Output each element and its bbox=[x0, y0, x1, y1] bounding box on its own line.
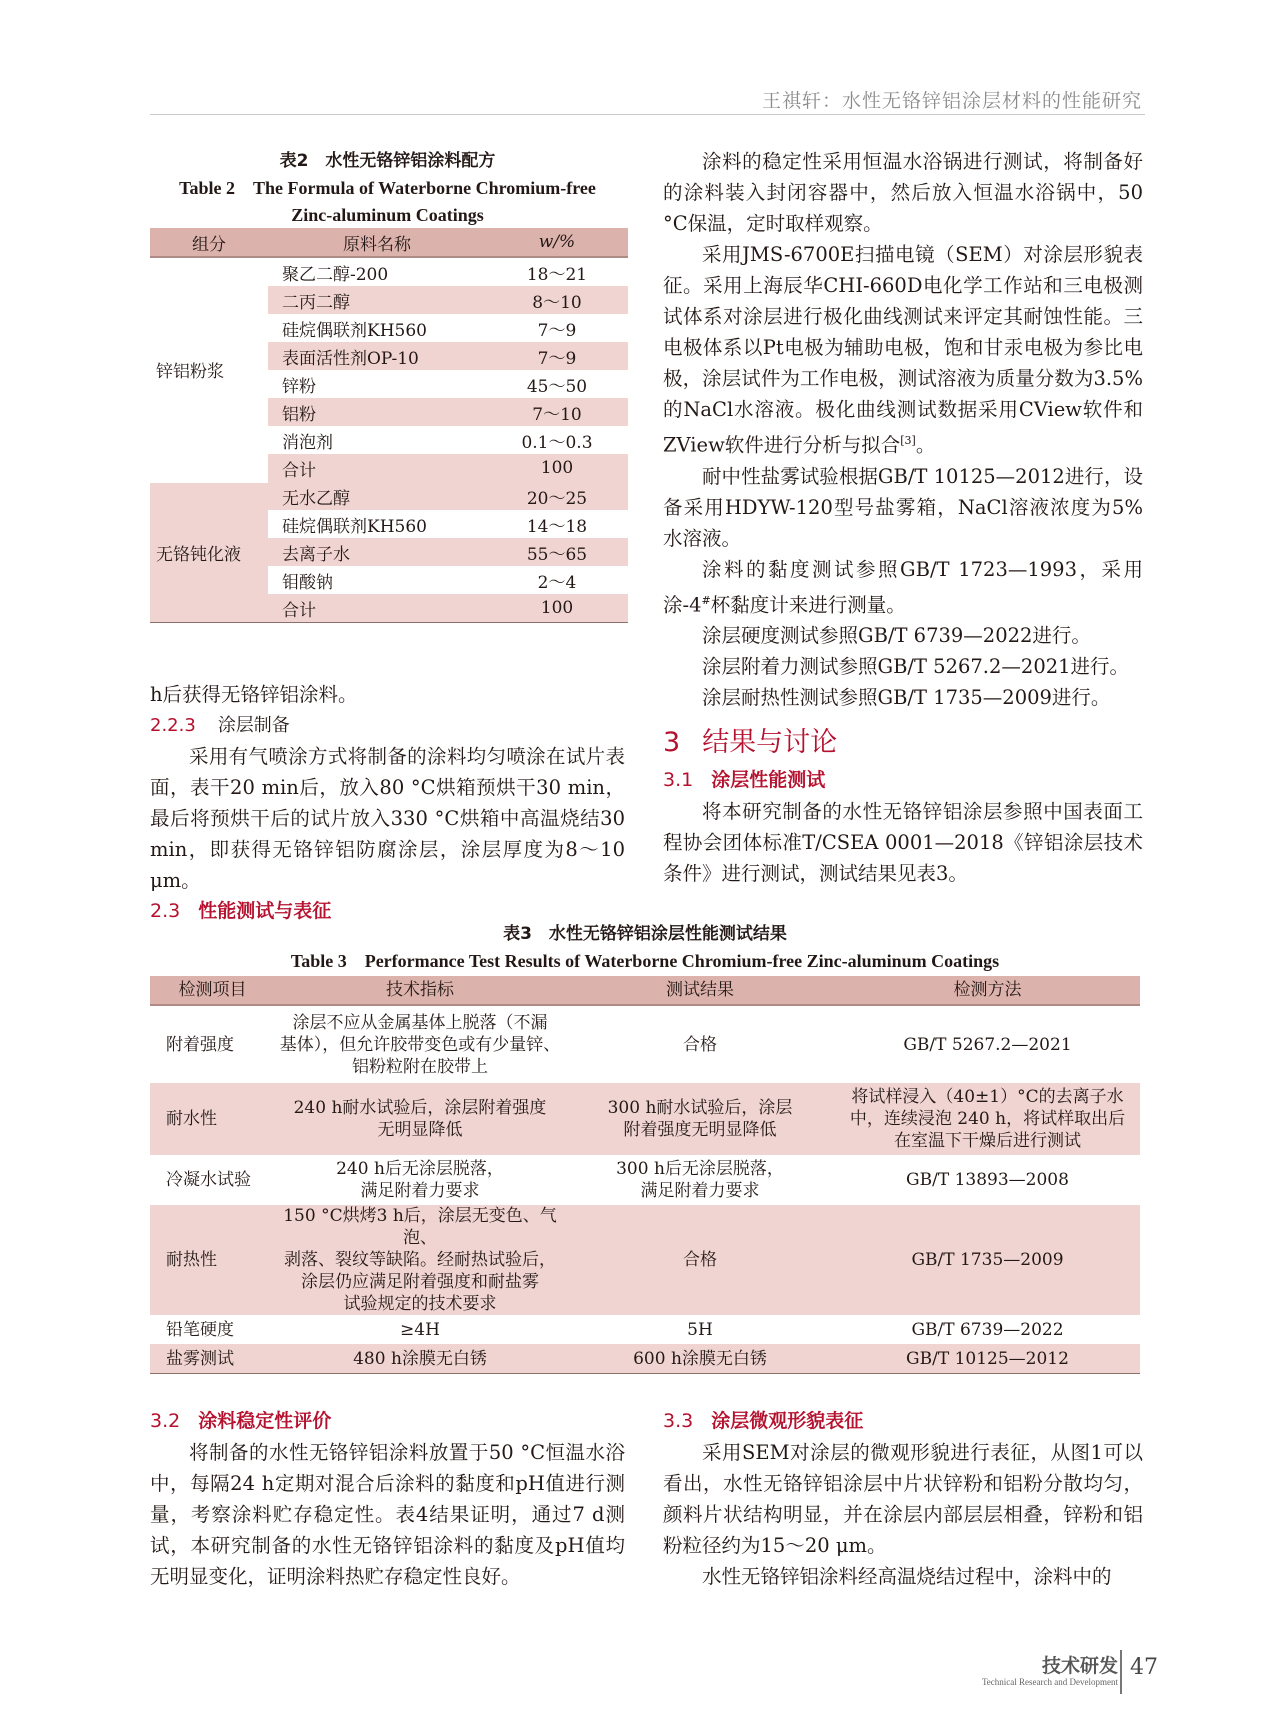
table2-item-cell: 表面活性剂OP-10 bbox=[268, 342, 486, 370]
section-title: 涂层性能测试 bbox=[711, 769, 826, 791]
section-number: 3 bbox=[663, 727, 681, 758]
section-3-2-heading bbox=[150, 1406, 625, 1437]
cell-line: 480 h涂膜无白锈 bbox=[353, 1348, 487, 1369]
table3-result-cell bbox=[565, 1344, 835, 1374]
section-title: 涂层微观形貌表征 bbox=[711, 1410, 864, 1432]
table3-header-cell: 测试结果 bbox=[666, 980, 734, 1000]
cell-line: 300 h后无涂层脱落， bbox=[616, 1159, 784, 1179]
table2-header-cell: w/% bbox=[538, 232, 576, 252]
table2-item-cell: 二丙二醇 bbox=[268, 286, 486, 314]
paragraph: 涂层附着力测试参照GB/T 5267.2—2021进行。 bbox=[702, 655, 1130, 678]
paragraph: 采用有气喷涂方式将制备的涂料均匀喷涂在试片表面，表干20 min后，放入80 °C烘箱预烘干30 min，最后将预烘干后的试片放入330 °C烘箱中高温烧结30 min，即获得无铬锌铝防腐涂层，涂层厚度为8～10 μm。 bbox=[150, 745, 625, 892]
cell-line: 剥落、裂纹等缺陷。经耐热试验后， bbox=[284, 1250, 556, 1270]
table2-value-cell: 2～4 bbox=[537, 572, 577, 593]
footer-divider bbox=[1120, 1650, 1122, 1694]
table2 bbox=[150, 228, 628, 623]
cell-line: ≥4H bbox=[400, 1319, 440, 1340]
table-row bbox=[150, 1155, 1140, 1205]
cell-line: 无明显降低 bbox=[377, 1120, 463, 1140]
table3-item-cell: 耐热性 bbox=[166, 1250, 217, 1270]
superscript: # bbox=[701, 593, 711, 607]
running-header: 王祺轩：水性无铬锌铝涂层材料的性能研究 bbox=[761, 90, 1142, 112]
paragraph bbox=[663, 239, 1143, 461]
paragraph: 将制备的水性无铬锌铝涂料放置于50 °C恒温水浴中，每隔24 h定期对混合后涂料的黏度和pH值进行测量，考察涂料贮存稳定性。表4结果证明，通过7 d测试，本研究制备的水性无铬锌铝涂料的黏度及pH值均无明显变化，证明涂料热贮存稳定性良好。 bbox=[150, 1441, 625, 1588]
table2-value-cell: 20～25 bbox=[486, 482, 628, 510]
table2-value-cell: 7～9 bbox=[537, 320, 577, 341]
paragraph-text: 涂料的黏度测试参照GB/T 1723—1993，采用涂-4 bbox=[663, 557, 1143, 616]
table3-item-cell: 铅笔硬度 bbox=[166, 1319, 234, 1340]
cell-line: GB/T 10125—2012 bbox=[906, 1348, 1069, 1369]
table3-item-cell: 耐水性 bbox=[166, 1109, 217, 1129]
table3-header-row bbox=[150, 976, 1140, 1005]
table3-spec-cell bbox=[275, 1005, 565, 1083]
table-row bbox=[150, 1315, 1140, 1344]
table2-caption-en-1: Table 2 The Formula of Waterborne Chromium-free bbox=[179, 178, 596, 198]
cell-line: GB/T 6739—2022 bbox=[911, 1319, 1064, 1340]
cell-line: 240 h后无涂层脱落， bbox=[336, 1159, 504, 1179]
section-title: 涂层制备 bbox=[217, 715, 290, 736]
paragraph-text: 杯黏度计来进行测量。 bbox=[710, 593, 906, 616]
table2-item-cell: 钼酸钠 bbox=[282, 572, 333, 593]
page-number: 47 bbox=[1130, 1655, 1158, 1680]
cell-line: GB/T 5267.2—2021 bbox=[903, 1034, 1072, 1055]
right-column bbox=[663, 146, 1143, 889]
citation: [3] bbox=[900, 434, 916, 447]
section-number: 2.3 bbox=[150, 900, 181, 922]
table2-value-cell: 0.1～0.3 bbox=[521, 432, 593, 453]
cell-line: 满足附着力要求 bbox=[640, 1181, 760, 1201]
bottom-left-column bbox=[150, 1406, 625, 1592]
table2-item-cell: 锌粉 bbox=[282, 376, 316, 397]
section-title: 涂料稳定性评价 bbox=[198, 1410, 332, 1432]
table2-caption-zh: 表2 水性无铬锌铝涂料配方 bbox=[279, 151, 496, 171]
table2-header-cell: 组分 bbox=[192, 234, 226, 255]
section-2-2-3-heading bbox=[150, 710, 625, 741]
cell-line: 300 h耐水试验后，涂层 bbox=[607, 1098, 793, 1118]
cell-line: 基体），但允许胶带变色或有少量锌、 bbox=[279, 1034, 561, 1055]
table3-method-cell bbox=[835, 1315, 1140, 1344]
paragraph: 耐中性盐雾试验根据GB/T 10125—2012进行，设备采用HDYW-120型号盐雾箱，NaCl溶液浓度为5%水溶液。 bbox=[663, 464, 1143, 550]
paragraph-text: 。 bbox=[915, 433, 936, 457]
paragraph: 涂层耐热性测试参照GB/T 1735—2009进行。 bbox=[702, 686, 1111, 709]
table2-value-cell: 100 bbox=[486, 594, 628, 623]
footer-section-en: Technical Research and Development bbox=[981, 1677, 1118, 1687]
table3-result-cell bbox=[565, 1315, 835, 1344]
table3 bbox=[150, 976, 1140, 1374]
table2-value-cell: 55～65 bbox=[486, 538, 628, 566]
cell-line: 铝粉粒附在胶带上 bbox=[352, 1056, 488, 1077]
table3-header-cell: 技术指标 bbox=[386, 980, 454, 1000]
table3-result-cell bbox=[565, 1205, 835, 1315]
table3-method-cell bbox=[835, 1205, 1140, 1315]
paragraph-continuation: h后获得无铬锌铝涂料。 bbox=[150, 683, 358, 706]
table2-item-cell: 硅烷偶联剂KH560 bbox=[282, 320, 427, 341]
table2-value-cell: 7～10 bbox=[486, 398, 628, 426]
left-column bbox=[150, 679, 625, 927]
table2-value-cell: 7～9 bbox=[486, 342, 628, 370]
section-title: 性能测试与表征 bbox=[198, 900, 332, 922]
cell-line: 试验规定的技术要求 bbox=[343, 1294, 497, 1314]
table-row bbox=[150, 257, 628, 286]
table3-method-cell bbox=[835, 1155, 1140, 1205]
table3-spec-cell bbox=[275, 1205, 565, 1315]
paragraph: 采用SEM对涂层的微观形貌进行表征，从图1可以看出，水性无铬锌铝涂层中片状锌粉和铝粉分散均匀，颜料片状结构明显，并在涂层内部层层相叠，锌粉和铝粉粒径约为15～20 μm。 bbox=[663, 1441, 1143, 1557]
cell-line: 合格 bbox=[683, 1034, 717, 1055]
cell-line: 在室温下干燥后进行测试 bbox=[894, 1131, 1081, 1151]
cell-line: 附着强度无明显降低 bbox=[623, 1120, 777, 1140]
cell-line: GB/T 13893—2008 bbox=[906, 1170, 1069, 1190]
table3-spec-cell bbox=[275, 1344, 565, 1374]
table3-result-cell bbox=[565, 1083, 835, 1155]
cell-line: 240 h耐水试验后，涂层附着强度 bbox=[293, 1098, 547, 1118]
table2-header-row bbox=[150, 228, 628, 257]
table2-item-cell: 硅烷偶联剂KH560 bbox=[282, 516, 427, 537]
table3-header-cell: 检测方法 bbox=[953, 980, 1022, 1000]
table3-method-cell bbox=[835, 1344, 1140, 1374]
table2-value-cell: 14～18 bbox=[526, 516, 588, 537]
table3-method-cell bbox=[835, 1005, 1140, 1083]
table3-result-cell bbox=[565, 1155, 835, 1205]
table3-result-cell bbox=[565, 1005, 835, 1083]
table2-item-cell: 铝粉 bbox=[268, 398, 486, 426]
table3-header-cell: 检测项目 bbox=[178, 980, 247, 1000]
table2-header-cell: 原料名称 bbox=[343, 234, 411, 255]
table2-item-cell: 无水乙醇 bbox=[268, 482, 486, 510]
table-row bbox=[150, 1205, 1140, 1315]
table2-caption-en-2: Zinc-aluminum Coatings bbox=[291, 205, 484, 225]
table2-value-cell: 18～21 bbox=[526, 264, 588, 285]
bottom-right-column bbox=[663, 1406, 1143, 1592]
paragraph: 涂料的稳定性采用恒温水浴锅进行测试，将制备好的涂料装入封闭容器中，然后放入恒温水浴锅中，50 °C保温，定时取样观察。 bbox=[663, 150, 1143, 235]
cell-line: 满足附着力要求 bbox=[360, 1181, 480, 1201]
table3-item-cell: 盐雾测试 bbox=[166, 1348, 234, 1369]
section-number: 2.2.3 bbox=[150, 715, 196, 736]
section-number: 3.1 bbox=[663, 769, 694, 791]
cell-line: 涂层不应从金属基体上脱落（不漏 bbox=[292, 1012, 548, 1033]
table2-item-cell: 合计 bbox=[268, 454, 486, 482]
cell-line: GB/T 1735—2009 bbox=[911, 1250, 1064, 1270]
section-title: 结果与讨论 bbox=[702, 727, 838, 758]
paragraph bbox=[663, 554, 1143, 621]
table-row bbox=[150, 482, 628, 510]
cell-line: 将试样浸入（40±1）°C的去离子水 bbox=[851, 1087, 1124, 1107]
table2-group-cell: 无铬钝化液 bbox=[150, 482, 268, 623]
table3-method-cell bbox=[835, 1083, 1140, 1155]
section-3-1-heading bbox=[663, 765, 1143, 796]
table3-item-cell: 附着强度 bbox=[166, 1034, 234, 1055]
section-3-3-heading bbox=[663, 1406, 1143, 1437]
cell-line: 涂层仍应满足附着强度和耐盐雾 bbox=[301, 1272, 539, 1292]
cell-line: 600 h涂膜无白锈 bbox=[633, 1348, 767, 1369]
table3-spec-cell bbox=[275, 1083, 565, 1155]
table-row bbox=[150, 1005, 1140, 1083]
cell-line: 中，连续浸泡 240 h，将试样取出后 bbox=[849, 1109, 1126, 1129]
footer-section-cn: 技术研发 bbox=[1041, 1655, 1118, 1677]
table3-item-cell: 冷凝水试验 bbox=[166, 1170, 251, 1190]
header-rule bbox=[150, 114, 1145, 115]
paragraph: 涂层硬度测试参照GB/T 6739—2022进行。 bbox=[702, 624, 1091, 647]
table2-item-cell: 合计 bbox=[268, 594, 486, 623]
table2-item-cell: 聚乙二醇-200 bbox=[282, 264, 389, 285]
table-row bbox=[150, 1344, 1140, 1374]
paragraph: 将本研究制备的水性无铬锌铝涂层参照中国表面工程协会团体标准T/CSEA 0001—2018《锌铝涂层技术条件》进行测试，测试结果见表3。 bbox=[663, 800, 1143, 885]
table2-caption bbox=[150, 148, 625, 229]
table2-item-cell: 消泡剂 bbox=[282, 432, 333, 453]
cell-line: 5H bbox=[687, 1319, 713, 1340]
table3-spec-cell bbox=[275, 1155, 565, 1205]
table2-group-cell: 锌铝粉浆 bbox=[156, 362, 224, 383]
paragraph-text: 采用JMS-6700E扫描电镜（SEM）对涂层形貌表征。采用上海辰华CHI-660D电化学工作站和三电极测试体系对涂层进行极化曲线测试来评定其耐蚀性能。三电极体系以Pt电极为辅助电极，饱和甘汞电极为参比电极，涂层试件为工作电极，测试溶液为质量分数为3.5%的NaCl水溶液。极化曲线测试数据采用CView软件和ZView软件进行分析与拟合 bbox=[663, 243, 1143, 457]
table2-value-cell: 100 bbox=[486, 454, 628, 482]
table-row bbox=[150, 1083, 1140, 1155]
section-number: 3.2 bbox=[150, 1410, 181, 1432]
table3-caption-en: Table 3 Performance Test Results of Waterborne Chromium-free Zinc-aluminum Coatings bbox=[290, 951, 1000, 971]
table3-caption bbox=[150, 921, 1140, 975]
table3-caption-zh: 表3 水性无铬锌铝涂层性能测试结果 bbox=[503, 924, 787, 944]
table2-item-cell: 去离子水 bbox=[268, 538, 486, 566]
section-number: 3.3 bbox=[663, 1410, 694, 1432]
table2-value-cell: 45～50 bbox=[526, 376, 588, 397]
table3-spec-cell bbox=[275, 1315, 565, 1344]
section-3-heading bbox=[663, 723, 1143, 763]
cell-line: 150 °C烘烤3 h后，涂层无变色、气泡、 bbox=[283, 1206, 557, 1248]
paragraph: 水性无铬锌铝涂料经高温烧结过程中，涂料中的 bbox=[702, 1565, 1112, 1588]
table2-value-cell: 8～10 bbox=[486, 286, 628, 314]
cell-line: 合格 bbox=[683, 1250, 717, 1270]
